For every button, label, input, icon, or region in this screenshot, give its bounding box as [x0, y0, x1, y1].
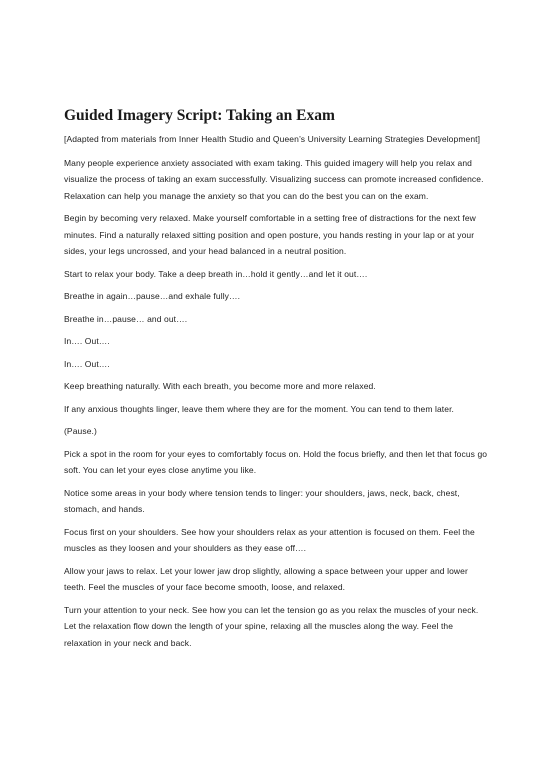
paragraph-shoulders: Focus first on your shoulders. See how your shoulders relax as your attention is focused on them. Feel the muscles as they loosen and your shoulders as they ease off…. [64, 526, 475, 553]
paragraph-tension-areas: Notice some areas in your body where tension tends to linger: your shoulders, jaws, neck, back, chest, stomach, and hands. [64, 487, 460, 514]
paragraph-in-out-2: In…. Out…. [64, 358, 110, 369]
document-title: Guided Imagery Script: Taking an Exam [64, 107, 335, 124]
paragraph-neck: Turn your attention to your neck. See how you can let the tension go as you relax the muscles of your neck. Let the relaxation flow down the length of your spine, relaxing all the muscles along the way. Feel the relaxation in your neck and back. [64, 604, 479, 648]
paragraph-focus-spot: Pick a spot in the room for your eyes to comfortably focus on. Hold the focus briefly, and then let that focus go soft. You can let your eyes close anytime you like. [64, 448, 488, 475]
paragraph-breathe-again: Breathe in again…pause…and exhale fully…. [64, 291, 241, 301]
paragraph-begin-relaxed: Begin by becoming very relaxed. Make yourself comfortable in a setting free of distractions for the next few minutes. Find a naturally relaxed sitting position and open posture, you hands resting in your lap or at your sides, your legs uncrossed, and your head balanced in a neutral position. [64, 213, 476, 256]
paragraph-intro: Many people experience anxiety associated with exam taking. This guided imagery will help you relax and visualize the process of taking an exam successfully. Visualizing success can promote increased confidence. Relaxation can help you manage the anxiety so that you can do the best you can on the exam. [64, 157, 484, 201]
document-body [64, 106, 488, 657]
paragraph-in-out-1: In…. Out…. [64, 336, 110, 346]
paragraph-deep-breath: Start to relax your body. Take a deep breath in…hold it gently…and let it out…. [64, 268, 368, 279]
paragraph-anxious-thoughts: If any anxious thoughts linger, leave them where they are for the moment. You can tend to them later. [64, 403, 454, 414]
paragraph-keep-breathing: Keep breathing naturally. With each breath, you become more and more relaxed. [64, 381, 376, 391]
paragraph-breathe-in-out: Breathe in…pause… and out…. [64, 313, 188, 324]
document-subtitle: [Adapted from materials from Inner Health Studio and Queen’s University Learning Strategies Development] [64, 134, 481, 144]
paragraph-jaws: Allow your jaws to relax. Let your lower jaw drop slightly, allowing a space between your upper and lower teeth. Feel the muscles of your face become smooth, loose, and relaxed. [64, 565, 468, 592]
paragraph-pause: (Pause.) [64, 426, 97, 436]
